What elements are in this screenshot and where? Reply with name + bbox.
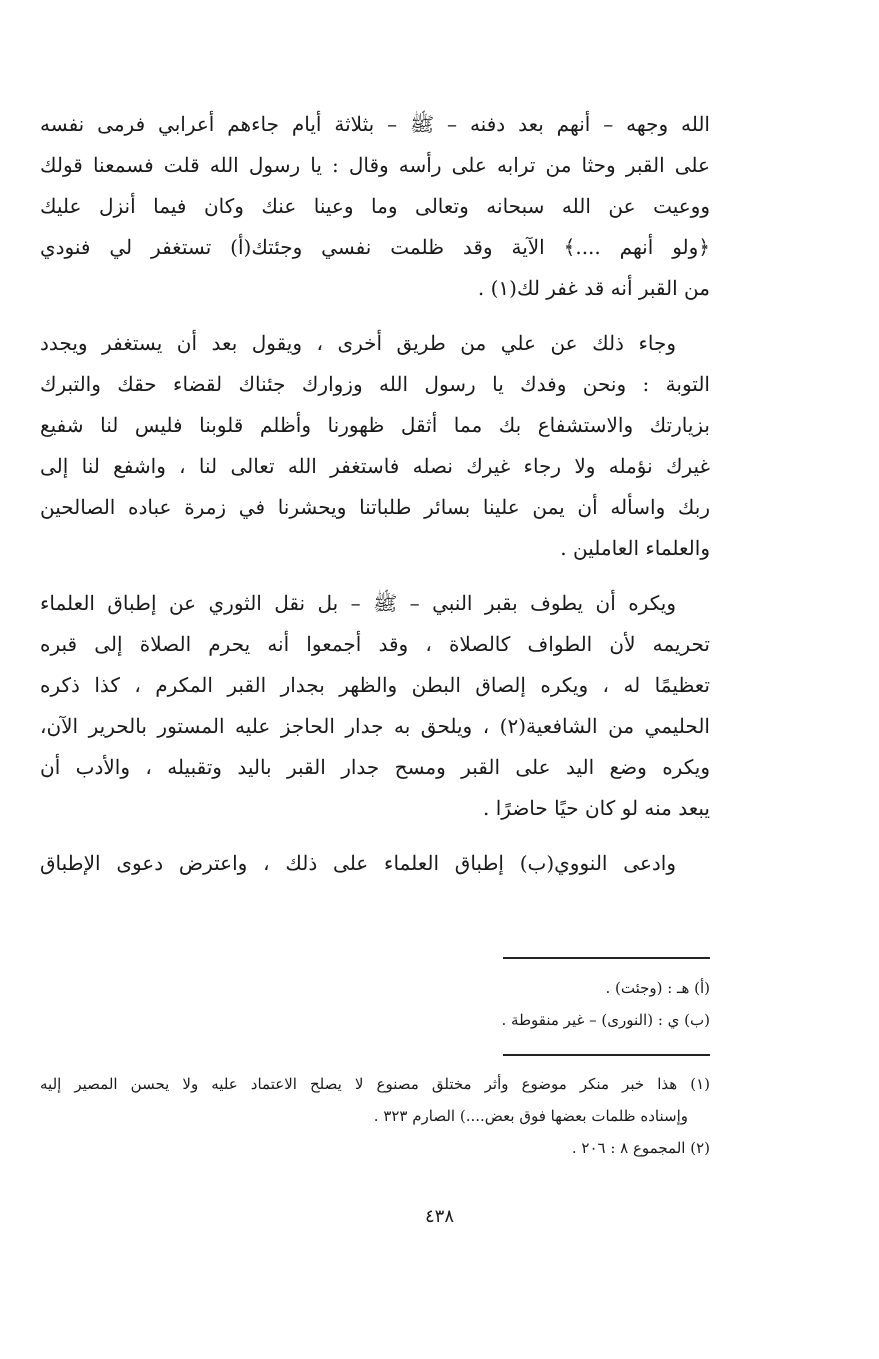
paragraph-1 xyxy=(40,104,710,309)
page-number: ٤٣٨ xyxy=(424,1206,454,1227)
text-line: على القبر وحثا من ترابه على رأسه وقال : يا رسول الله قلت فسمعنا قولك xyxy=(40,153,710,177)
text-line: وجاء ذلك عن علي من طريق أخرى ، ويقول بعد أن يستغفر ويجدد xyxy=(40,331,676,355)
paragraph-3 xyxy=(40,583,710,829)
text-line: ﴿ولو أنهم ....﴾ الآية وقد ظلمت نفسي وجئتك(أ) تستغفر لي فنودي xyxy=(40,235,710,259)
text-line: غيرك نؤمله ولا رجاء غيرك نصله فاستغفر الله تعالى لنا ، واشفع لنا إلى xyxy=(40,454,710,478)
text-line: ويكره أن يطوف بقبر النبي – ﷺ – بل نقل الثوري عن إطباق العلماء xyxy=(40,591,676,615)
footnote-line: (١) هذا خبر منكر موضوع وأثر مختلق مصنوع لا يصلح الاعتماد عليه ولا يحسن المصير إليه xyxy=(40,1075,710,1093)
variant-notes-separator xyxy=(503,957,710,959)
text-line: ووعيت عن الله سبحانه وتعالى وما وعينا عنك وكان فيما أنزل عليك xyxy=(40,194,710,218)
variant-note: (ب) ي : (النورى) – غير منقوطة . xyxy=(501,1011,710,1029)
paragraph-4 xyxy=(40,843,710,884)
text-line: بزيارتك والاستشفاع بك مما أثقل ظهورنا وأظلم قلوبنا فليس لنا شفيع xyxy=(40,413,710,437)
footnotes-separator xyxy=(503,1054,710,1056)
text-line: من القبر أنه قد غفر لك(١) . xyxy=(477,276,710,300)
footnote-line: (٢) المجموع ٨ : ٢٠٦ . xyxy=(571,1139,710,1157)
text-line: والعلماء العاملين . xyxy=(560,536,710,560)
footnote-line: وإسناده ظلمات بعضها فوق بعض....) الصارم ٣٢٣ . xyxy=(373,1107,688,1125)
text-line: ويكره وضع اليد على القبر ومسح جدار القبر باليد وتقبيله ، والأدب أن xyxy=(40,755,710,779)
paragraph-2 xyxy=(40,323,710,569)
text-line: ربك واسأله أن يمن علينا بسائر طلباتنا ويحشرنا في زمرة عباده الصالحين xyxy=(40,495,710,519)
variant-notes xyxy=(40,972,710,1036)
text-line: تعظيمًا له ، ويكره إلصاق البطن والظهر بجدار القبر المكرم ، كذا ذكره xyxy=(40,673,710,697)
main-text xyxy=(40,104,710,884)
text-line: تحريمه لأن الطواف كالصلاة ، وقد أجمعوا أنه يحرم الصلاة إلى قبره xyxy=(40,632,710,656)
text-line: يبعد منه لو كان حيًا حاضرًا . xyxy=(483,796,710,820)
footnotes xyxy=(40,1068,710,1164)
text-line: الله وجهه – أنهم بعد دفنه – ﷺ – بثلاثة أيام جاءهم أعرابي فرمى نفسه xyxy=(40,112,710,136)
text-line: وادعى النووي(ب) إطباق العلماء على ذلك ، واعترض دعوى الإطباق xyxy=(40,851,676,875)
text-line: التوبة : ونحن وفدك يا رسول الله وزوارك جئناك لقضاء حقك والتبرك xyxy=(40,372,710,396)
text-line: الحليمي من الشافعية(٢) ، ويلحق به جدار الحاجز عليه المستور بالحرير الآن، xyxy=(40,714,710,738)
variant-note: (أ) هـ : (وجئت) . xyxy=(605,979,710,997)
